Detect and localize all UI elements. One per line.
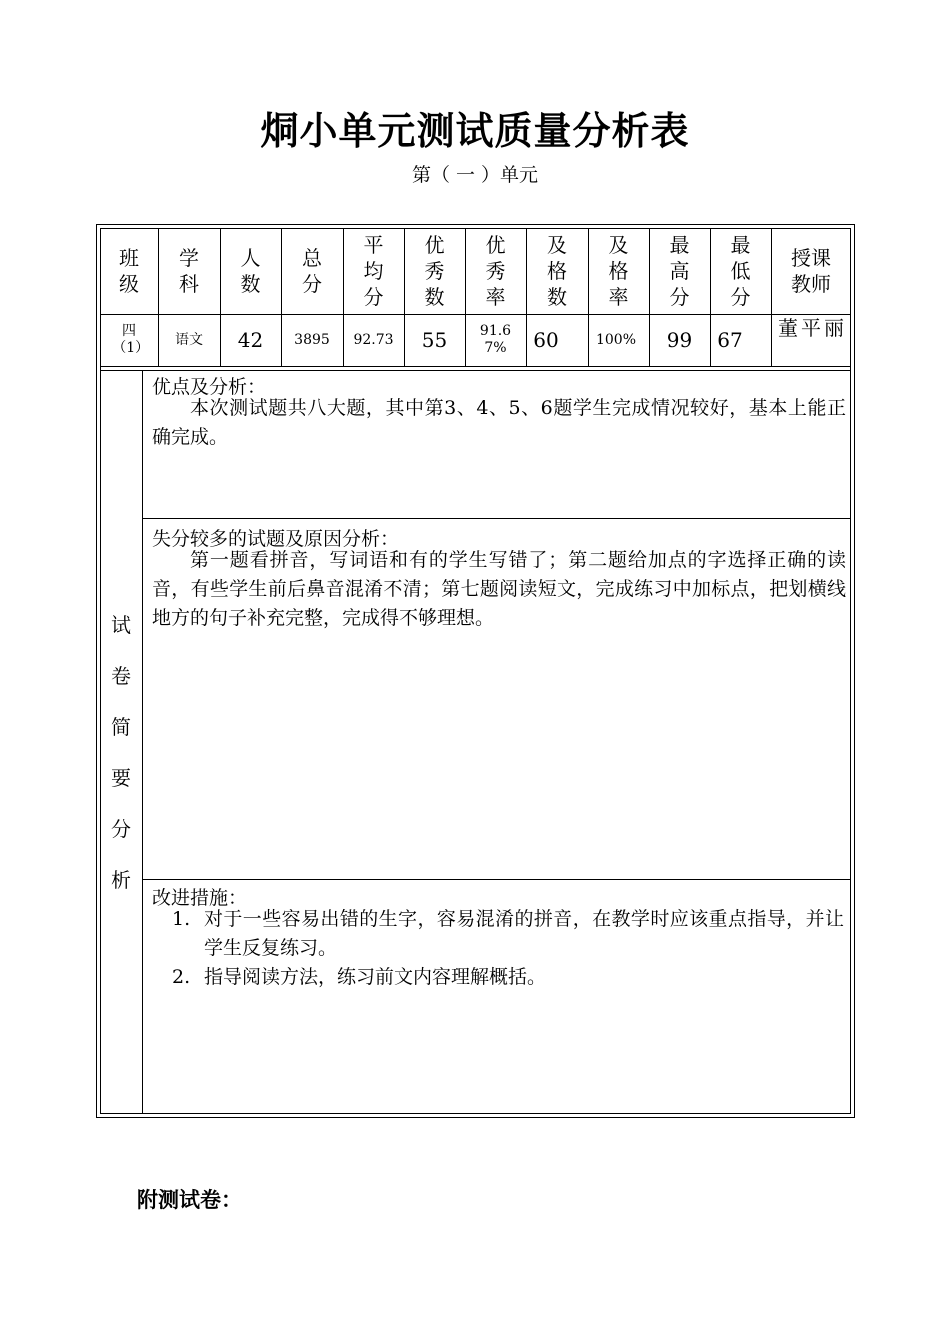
- cell-class: 四（1）: [112, 323, 150, 356]
- losses-text: 第一题看拼音，写词语和有的学生写错了；第二题给加点的字选择正确的读音，有些学生前后鼻音混淆不清；第七题阅读短文，完成练习中加标点，把划横线地方的句子补充完整，完成得不够理想。: [152, 549, 846, 629]
- cell-teacher: 董平丽: [778, 316, 844, 340]
- losses-heading: 失分较多的试题及原因分析：: [152, 528, 400, 550]
- data-row-divider-inner: [100, 370, 851, 371]
- header-max-score: 最高分: [669, 233, 690, 309]
- cell-min-score: 67: [717, 328, 743, 352]
- cell-excellent-count: 55: [421, 328, 448, 352]
- data-row-divider-outer: [100, 366, 851, 367]
- header-min-score: 最低分: [730, 233, 751, 309]
- strengths-heading: 优点及分析：: [152, 376, 267, 398]
- header-subject: 学科: [179, 246, 199, 296]
- header-teacher: 授课教师: [791, 246, 831, 296]
- improvements-heading: 改进措施：: [152, 887, 248, 909]
- document-title: 烔小单元测试质量分析表: [260, 108, 690, 153]
- improvement-item: 2. 指导阅读方法，练习前文内容理解概括。: [172, 966, 547, 988]
- section-divider-2: [142, 879, 851, 880]
- header-excellent-rate: 优秀率: [485, 233, 506, 309]
- cell-pass-rate: 100%: [595, 331, 637, 348]
- header-class: 班级: [119, 246, 139, 296]
- header-average: 平均分: [363, 233, 384, 309]
- header-count: 人数: [240, 246, 261, 296]
- header-pass-count: 及格数: [547, 233, 567, 309]
- unit-subtitle: 第（ 一 ）单元: [411, 164, 539, 186]
- cell-subject: 语文: [175, 331, 203, 348]
- header-excellent-count: 优秀数: [424, 233, 445, 309]
- header-total: 总分: [302, 246, 322, 296]
- cell-count: 42: [237, 328, 264, 352]
- strengths-text: 本次测试题共八大题，其中第3、4、5、6题学生完成情况较好，基本上能正确完成。: [152, 397, 846, 448]
- cell-excellent-rate: 91.67%: [479, 323, 512, 356]
- cell-average: 92.73: [353, 331, 394, 348]
- side-label-divider: [142, 370, 143, 1114]
- improvement-item: 1. 对于一些容易出错的生字，容易混淆的拼音，在教学时应该重点指导，并让学生反复练习。: [172, 908, 844, 959]
- section-divider-1: [142, 518, 851, 519]
- side-label-vertical: 试卷简要分析: [111, 613, 131, 892]
- header-pass-rate: 及格率: [608, 233, 629, 309]
- attached-test-paper-label: 附测试卷：: [137, 1187, 242, 1212]
- cell-pass-count: 60: [533, 328, 559, 352]
- cell-total: 3895: [294, 331, 330, 348]
- cell-max-score: 99: [666, 328, 693, 352]
